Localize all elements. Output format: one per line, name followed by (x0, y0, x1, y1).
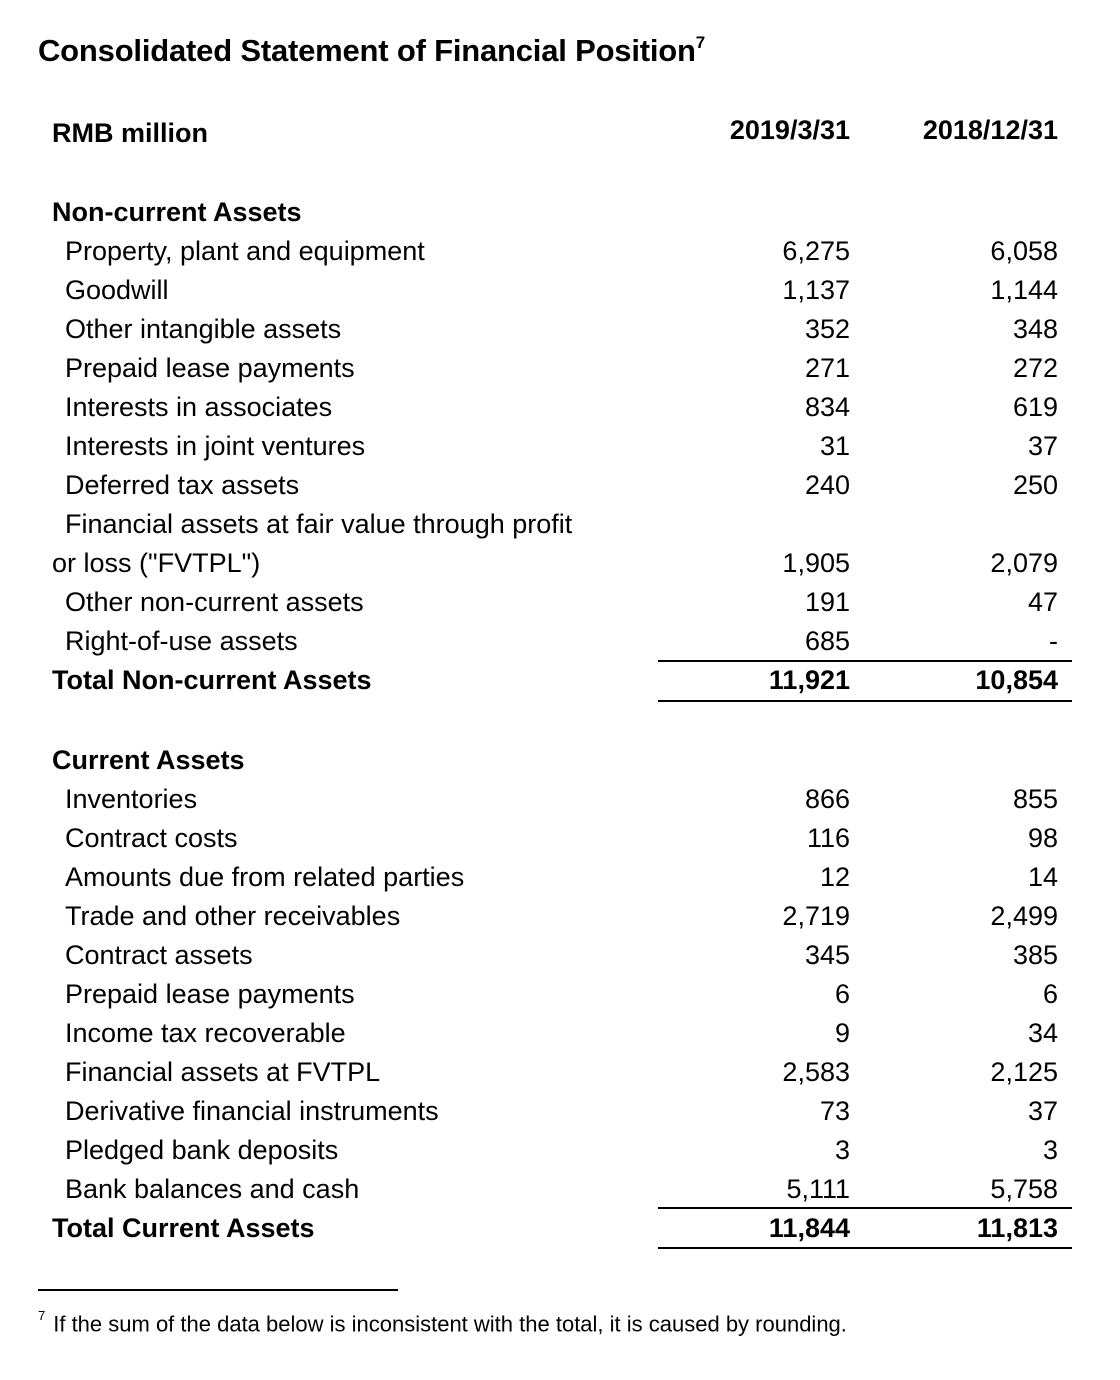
total-value-2019: 11,844 (768, 1213, 850, 1243)
table-row (0, 466, 1120, 505)
row-label: Prepaid lease payments (65, 979, 355, 1009)
value-2018: - (1049, 626, 1058, 656)
table-header (0, 115, 1120, 155)
value-2019: 2,719 (782, 901, 850, 931)
row-label: Derivative financial instruments (65, 1096, 439, 1126)
value-2019: 271 (804, 353, 850, 383)
table-row (0, 936, 1120, 975)
row-label: Amounts due from related parties (65, 862, 465, 892)
table-row (0, 858, 1120, 897)
row-label: Income tax recoverable (65, 1018, 346, 1048)
value-2019: 866 (804, 784, 850, 814)
value-2019: 191 (804, 587, 850, 617)
subtotal-rule-bottom (658, 1247, 1072, 1249)
table-row (0, 271, 1120, 310)
row-label: Other non-current assets (65, 587, 364, 617)
value-2019: 685 (804, 626, 850, 656)
row-label: Trade and other receivables (65, 901, 401, 931)
value-2019: 31 (819, 431, 850, 461)
unit-label: RMB million (52, 118, 208, 148)
total-row-current (0, 1209, 1120, 1248)
value-2019: 12 (819, 862, 850, 892)
non-current-assets-section (0, 193, 1120, 700)
value-2018: 37 (1027, 1096, 1058, 1126)
value-2019: 9 (834, 1018, 850, 1048)
page-title (38, 33, 705, 69)
row-label-line1: Financial assets at fair value through profit (65, 509, 573, 539)
value-2018: 6 (1042, 979, 1058, 1009)
total-label: Total Non-current Assets (52, 665, 372, 695)
row-label: Interests in joint ventures (65, 431, 366, 461)
row-label-line2: or loss ("FVTPL") (52, 548, 261, 578)
table-row (0, 1053, 1120, 1092)
title-footnote-mark: 7 (695, 32, 706, 52)
row-label: Prepaid lease payments (65, 353, 355, 383)
footnote (38, 1308, 847, 1337)
row-label: Pledged bank deposits (65, 1135, 339, 1165)
value-2019: 3 (834, 1135, 850, 1165)
row-label: Inventories (65, 784, 198, 814)
value-2019: 6,275 (782, 236, 850, 266)
section-heading-current (0, 741, 1120, 780)
current-assets-section (0, 741, 1120, 1248)
value-2018: 2,079 (990, 548, 1058, 578)
value-2019: 1,905 (782, 548, 850, 578)
value-2019: 240 (804, 470, 850, 500)
row-label: Contract costs (65, 823, 238, 853)
value-2018: 250 (1012, 470, 1058, 500)
value-2018: 3 (1042, 1135, 1058, 1165)
column-header-2019: 2019/3/31 (729, 115, 850, 145)
row-label: Contract assets (65, 940, 253, 970)
value-2019: 1,137 (782, 275, 850, 305)
row-label: Goodwill (65, 275, 169, 305)
table-row (0, 388, 1120, 427)
table-row (0, 232, 1120, 271)
title-text: Consolidated Statement of Financial Position (38, 33, 696, 68)
row-label (52, 505, 573, 583)
value-2018: 14 (1027, 862, 1058, 892)
value-2018: 385 (1012, 940, 1058, 970)
value-2019: 116 (806, 823, 850, 853)
value-2019: 2,583 (782, 1057, 850, 1087)
section-heading-non-current (0, 193, 1120, 232)
value-2018: 1,144 (990, 275, 1058, 305)
total-row-non-current (0, 661, 1120, 700)
value-2018: 34 (1027, 1018, 1058, 1048)
total-value-2018: 11,813 (976, 1213, 1058, 1243)
value-2019: 834 (804, 392, 850, 422)
value-2019: 6 (834, 979, 850, 1009)
table-row-fvtpl (0, 505, 1120, 583)
table-row (0, 819, 1120, 858)
table-row (0, 780, 1120, 819)
subtotal-rule-top (658, 660, 1072, 662)
value-2018: 855 (1012, 784, 1058, 814)
row-label: Property, plant and equipment (65, 236, 425, 266)
row-label: Deferred tax assets (65, 470, 300, 500)
footnote-text: If the sum of the data below is inconsistent with the total, it is caused by rounding. (53, 1311, 847, 1337)
table-row (0, 1170, 1120, 1209)
value-2018: 619 (1012, 392, 1058, 422)
value-2018: 272 (1012, 353, 1058, 383)
footnote-mark: 7 (38, 1308, 46, 1323)
value-2019: 345 (804, 940, 850, 970)
row-label: Interests in associates (65, 392, 333, 422)
value-2018: 2,499 (990, 901, 1058, 931)
value-2018: 47 (1027, 587, 1058, 617)
table-row (0, 310, 1120, 349)
value-2019: 5,111 (786, 1174, 850, 1204)
row-label: Other intangible assets (65, 314, 342, 344)
section-heading-label: Current Assets (52, 745, 245, 775)
table-row (0, 897, 1120, 936)
value-2018: 98 (1027, 823, 1058, 853)
table-row (0, 349, 1120, 388)
row-label: Right-of-use assets (65, 626, 298, 656)
value-2019: 73 (819, 1096, 850, 1126)
section-heading-label: Non-current Assets (52, 197, 302, 227)
row-label: Financial assets at FVTPL (65, 1057, 381, 1087)
table-row (0, 1014, 1120, 1053)
table-row (0, 975, 1120, 1014)
total-value-2018: 10,854 (975, 665, 1058, 695)
value-2018: 37 (1027, 431, 1058, 461)
value-2018: 2,125 (990, 1057, 1058, 1087)
row-label: Bank balances and cash (65, 1174, 360, 1204)
table-row (0, 427, 1120, 466)
table-row (0, 1092, 1120, 1131)
total-label: Total Current Assets (52, 1213, 315, 1243)
table-row (0, 622, 1120, 661)
value-2018: 348 (1012, 314, 1058, 344)
value-2018: 6,058 (990, 236, 1058, 266)
subtotal-rule-bottom (658, 700, 1072, 702)
value-2019: 352 (804, 314, 850, 344)
table-row (0, 1131, 1120, 1170)
subtotal-rule-top (658, 1207, 1072, 1209)
total-value-2019: 11,921 (768, 665, 850, 695)
footnote-separator (38, 1289, 398, 1291)
table-row (0, 583, 1120, 622)
column-header-2018: 2018/12/31 (922, 115, 1058, 145)
value-2018: 5,758 (990, 1174, 1058, 1204)
